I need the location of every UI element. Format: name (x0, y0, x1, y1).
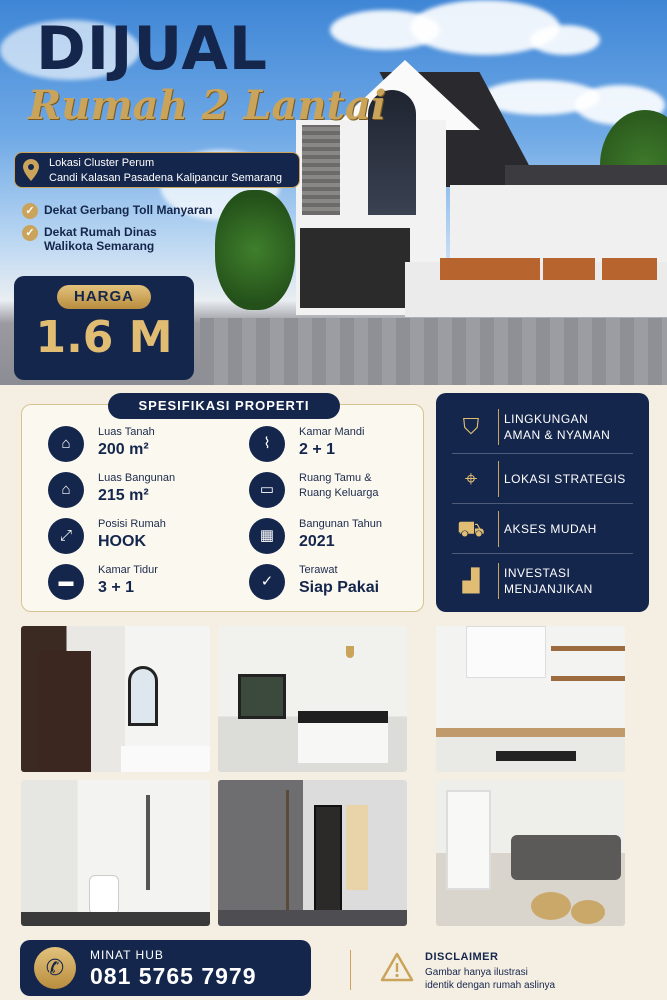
photo-entrance (218, 780, 407, 926)
location-box (14, 152, 300, 188)
calendar-icon: ▦ (249, 518, 285, 554)
check-icon: ✓ (22, 225, 38, 241)
page-title: DIJUAL (36, 14, 268, 84)
spec-title: SPESIFIKASI PROPERTI (108, 393, 340, 419)
contact-label: MINAT HUB (90, 948, 164, 962)
sofa-icon: ▭ (249, 472, 285, 508)
map-pin-icon (23, 159, 39, 181)
photo-interior-door (21, 626, 210, 772)
highlight-item: ✓ Dekat Rumah Dinas Walikota Semarang (22, 225, 157, 253)
phone-number[interactable]: 081 5765 7979 (90, 963, 257, 989)
feature-item: ⛉ LINGKUNGAN AMAN & NYAMAN (436, 407, 649, 447)
map-pin-icon: ⌖ (464, 466, 478, 491)
shower-icon: ⌇ (249, 426, 285, 462)
feature-item: ⛟ AKSES MUDAH (436, 509, 649, 549)
page-subtitle: Rumah 2 Lantai (28, 82, 387, 129)
phone-icon: ✆ (34, 947, 76, 989)
disclaimer-title: DISCLAIMER (425, 951, 499, 963)
shield-house-icon: ⛉ (462, 414, 480, 439)
features-card (436, 393, 649, 612)
shield-check-icon: ✓ (249, 564, 285, 600)
growth-chart-icon: ▟ (462, 568, 480, 593)
warning-icon (380, 952, 414, 982)
position-icon: ⤢ (48, 518, 84, 554)
disclaimer-text: Gambar hanya ilustrasi identik dengan rumah aslinya (425, 967, 556, 991)
land-icon: ⌂ (48, 426, 84, 462)
photo-living-room (436, 780, 625, 926)
location-line2: Candi Kalasan Pasadena Kalipancur Semarang (49, 172, 282, 184)
highlight-item: ✓ Dekat Gerbang Toll Manyaran (22, 203, 213, 219)
price-value: 1.6 M (35, 312, 173, 363)
bed-icon: ▬ (48, 564, 84, 600)
feature-item: ▟ INVESTASI MENJANJIKAN (436, 561, 649, 601)
house-icon: ⌂ (48, 472, 84, 508)
contact-box[interactable] (20, 940, 311, 996)
price-box (14, 276, 194, 380)
photo-bathroom (21, 780, 210, 926)
location-line1: Lokasi Cluster Perum (49, 157, 155, 169)
price-label: HARGA (57, 285, 151, 309)
footer-divider (350, 950, 351, 990)
photo-kitchen (436, 626, 625, 772)
check-icon: ✓ (22, 203, 38, 219)
photo-kitchen-living (218, 626, 407, 772)
car-icon: ⛟ (457, 516, 485, 541)
feature-item: ⌖ LOKASI STRATEGIS (436, 459, 649, 499)
